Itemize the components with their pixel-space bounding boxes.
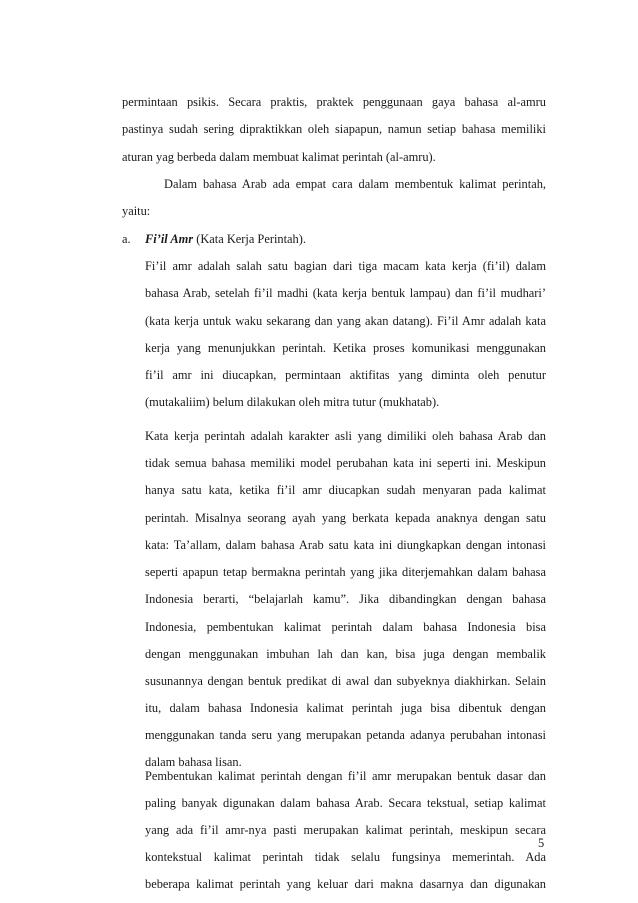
text-line: susunannya dengan bentuk predikat di awal dan subyeknya diakhirkan. Selain	[145, 674, 546, 688]
text-line: (kata kerja untuk waku sekarang dan yang akan datang). Fi’il Amr adalah kata	[145, 314, 546, 328]
text-line: yaitu:	[122, 204, 151, 218]
heading-gloss: (Kata Kerja Perintah).	[196, 232, 306, 246]
page-number: 5	[538, 836, 545, 850]
text-line: (mutakaliim) belum dilakukan oleh mitra tutur (mukhatab).	[145, 395, 440, 409]
text-line: yang ada fi’il amr-nya pasti merupakan kalimat perintah, meskipun secara	[145, 823, 546, 837]
text-line: Indonesia berarti, “belajarlah kamu”. Jika dibandingkan dengan bahasa	[145, 592, 546, 606]
text-line: permintaan psikis. Secara praktis, praktek penggunaan gaya bahasa al-amru	[122, 95, 546, 109]
text-line: dengan menggunakan imbuhan lah dan kan, bisa juga dengan membalik	[145, 647, 546, 661]
list-label: a.	[122, 232, 131, 246]
item-heading	[145, 231, 546, 247]
text-line: pastinya sudah sering dipraktikkan oleh siapapun, namun setiap bahasa memiliki	[122, 122, 546, 136]
text-line: kata: Ta’allam, dalam bahasa Arab satu kata ini diungkapkan dengan intonasi	[145, 538, 546, 552]
text-line: aturan yag berbeda dalam membuat kalimat perintah (al-amru).	[122, 150, 436, 164]
text-line: beberapa kalimat perintah yang keluar dari makna dasarnya dan digunakan	[145, 877, 546, 891]
text-line: Indonesia, pembentukan kalimat perintah dalam bahasa Indonesia bisa	[145, 620, 546, 634]
text-line: perintah. Misalnya seorang ayah yang berkata kepada anaknya dengan satu	[145, 511, 546, 525]
text-line: kerja yang menunjukkan perintah. Ketika proses komunikasi menggunakan	[145, 341, 546, 355]
text-line: menggunakan tanda seru yang merupakan petanda adanya perubahan intonasi	[145, 728, 546, 742]
text-line: paling banyak digunakan dalam bahasa Arab. Secara tekstual, setiap kalimat	[145, 796, 546, 810]
heading-term: Fi’il Amr	[145, 232, 194, 246]
text-line: Fi’il amr adalah salah satu bagian dari tiga macam kata kerja (fi’il) dalam	[145, 259, 546, 273]
text-line: itu, dalam bahasa Indonesia kalimat perintah juga bisa dibentuk dengan	[145, 701, 546, 715]
text-line: fi’il amr ini diucapkan, permintaan aktifitas yang diminta oleh penutur	[145, 368, 546, 382]
text-line: kontekstual kalimat perintah tidak selalu fungsinya memerintah. Ada	[145, 850, 546, 864]
text-line: Kata kerja perintah adalah karakter asli yang dimiliki oleh bahasa Arab dan	[145, 429, 546, 443]
text-line: dalam bahasa lisan.	[145, 755, 242, 769]
text-line: bahasa Arab, setelah fi’il madhi (kata kerja bentuk lampau) dan fi’il mudhari’	[145, 286, 546, 300]
text-line: hanya satu kata, ketika fi’il amr diucapkan sudah menyaran pada kalimat	[145, 483, 546, 497]
text-line: Pembentukan kalimat perintah dengan fi’il amr merupakan bentuk dasar dan	[145, 769, 546, 783]
text-line: seperti apapun tetap bermakna perintah yang jika diterjemahkan dalam bahasa	[145, 565, 546, 579]
text-line: Dalam bahasa Arab ada empat cara dalam membentuk kalimat perintah,	[164, 177, 546, 191]
text-line: tidak semua bahasa memiliki model perubahan kata ini seperti ini. Meskipun	[145, 456, 546, 470]
